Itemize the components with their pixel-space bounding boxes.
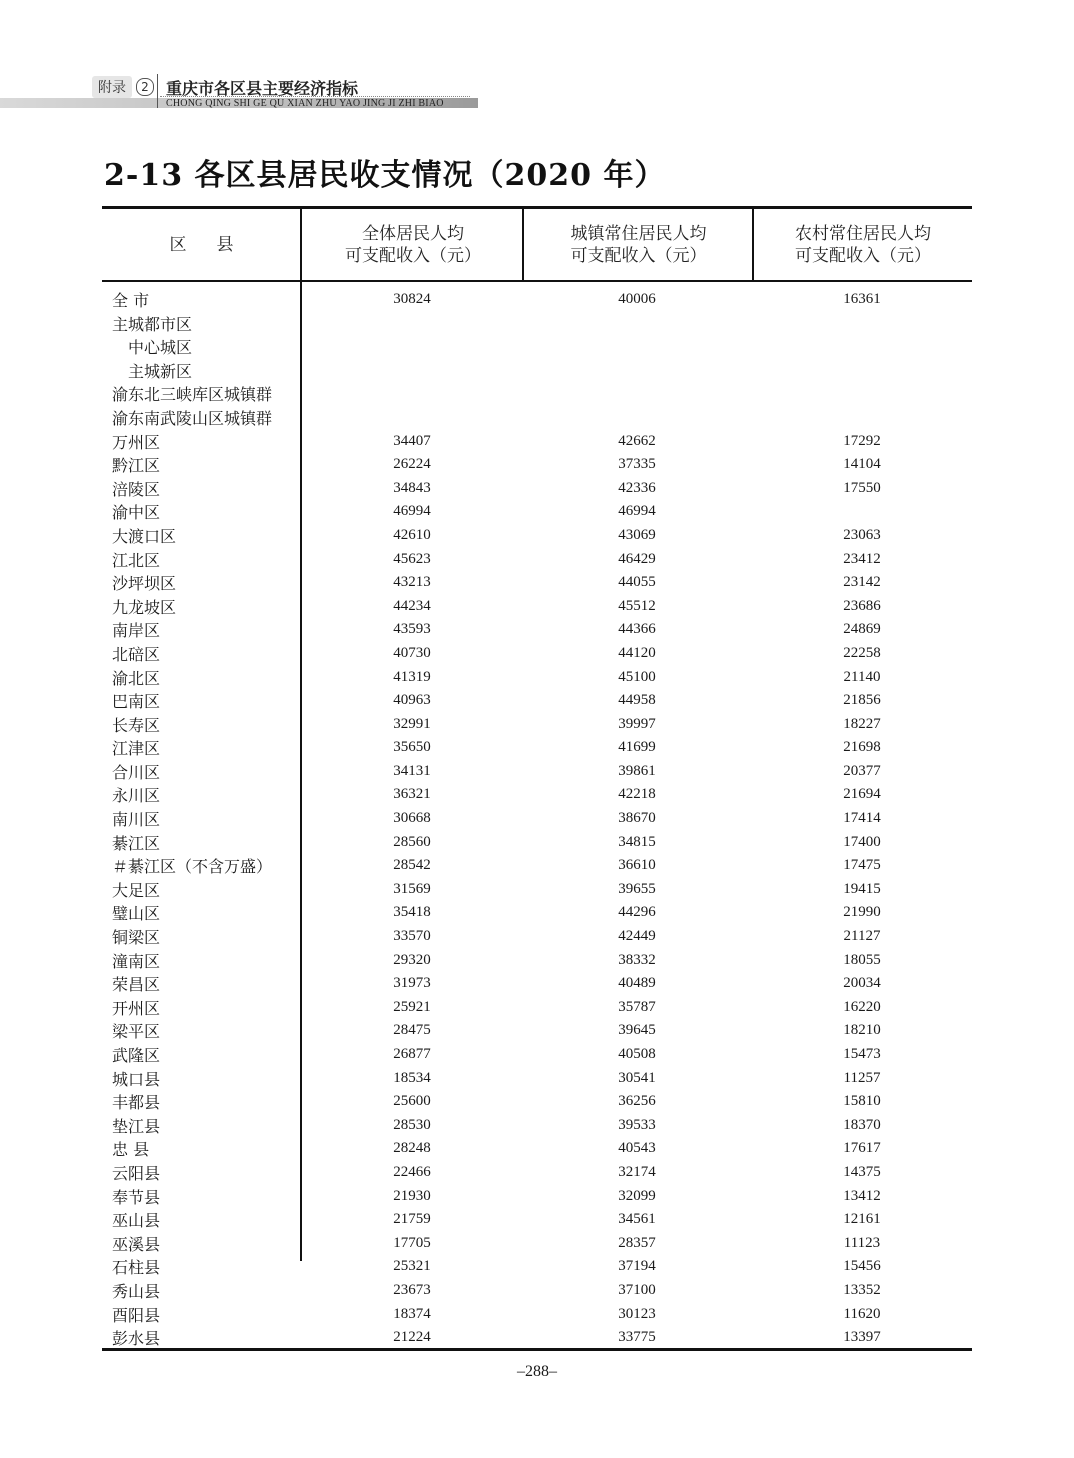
header-all-line2: 可支配收入（元） <box>345 245 481 266</box>
rural-residents-income: 21140 <box>843 668 881 685</box>
all-residents-income: 34843 <box>393 479 431 496</box>
rural-residents-income: 18210 <box>843 1022 881 1039</box>
rural-residents-income: 14104 <box>843 456 881 473</box>
rural-residents-income: 17292 <box>843 432 881 449</box>
header-separator <box>157 74 158 108</box>
urban-residents-income: 36256 <box>618 1093 656 1110</box>
table-row <box>102 1281 972 1305</box>
table-row <box>102 479 972 503</box>
table-row <box>102 856 972 880</box>
urban-residents-income: 32099 <box>618 1187 656 1204</box>
urban-residents-income: 45512 <box>618 597 656 614</box>
all-residents-income: 43593 <box>393 621 431 638</box>
rural-residents-income: 21856 <box>843 692 881 709</box>
all-residents-income: 28542 <box>393 857 431 874</box>
header-all-residents <box>303 209 523 280</box>
all-residents-income: 21759 <box>393 1211 431 1228</box>
region-name: 开州区 <box>112 998 161 1018</box>
rural-residents-income: 17617 <box>843 1140 881 1157</box>
urban-residents-income: 45100 <box>618 668 656 685</box>
rural-residents-income: 17400 <box>843 833 881 850</box>
appendix-label: 附录 <box>92 76 132 98</box>
all-residents-income: 28530 <box>393 1116 431 1133</box>
table-row <box>102 620 972 644</box>
region-name: 武隆区 <box>112 1046 161 1065</box>
region-name: 主城都市区 <box>112 314 193 334</box>
table-row <box>102 668 972 692</box>
rural-residents-income: 12161 <box>843 1211 881 1228</box>
all-residents-income: 43213 <box>393 574 431 591</box>
rural-residents-income: 17475 <box>843 857 881 874</box>
all-residents-income: 40730 <box>393 644 431 661</box>
urban-residents-income: 39645 <box>618 1022 656 1039</box>
header-rural-line1: 农村常住居民人均 <box>795 223 931 244</box>
region-name: 忠 县 <box>112 1140 150 1160</box>
rural-residents-income: 19415 <box>843 880 881 897</box>
table-row <box>102 432 972 456</box>
table-header-rule <box>102 280 972 282</box>
rural-residents-income: 15810 <box>843 1093 881 1110</box>
table-row <box>102 809 972 833</box>
table-row <box>102 644 972 668</box>
region-name: 北碚区 <box>112 644 161 664</box>
table-row <box>102 550 972 574</box>
region-name: 永川区 <box>112 786 161 806</box>
rural-residents-income: 23686 <box>843 597 881 614</box>
all-residents-income: 33570 <box>393 928 431 945</box>
region-name: 渝东北三峡库区城镇群 <box>112 385 273 405</box>
table-row <box>102 1092 972 1116</box>
urban-residents-income: 40489 <box>618 975 656 992</box>
header-all-line1: 全体居民人均 <box>362 223 464 244</box>
rural-residents-income: 17550 <box>843 479 881 496</box>
all-residents-income: 26224 <box>393 456 431 473</box>
table-row <box>102 1116 972 1140</box>
all-residents-income: 28560 <box>393 833 431 850</box>
region-name: 璧山区 <box>112 904 161 924</box>
region-name: ＃綦江区（不含万盛） <box>112 857 273 877</box>
urban-residents-income: 36610 <box>618 857 656 874</box>
table-row <box>102 361 972 385</box>
region-name: 荣昌区 <box>112 975 161 995</box>
rural-residents-income: 20377 <box>843 762 881 779</box>
rural-residents-income: 11620 <box>843 1305 881 1322</box>
all-residents-income: 25921 <box>393 998 431 1015</box>
all-residents-income: 18534 <box>393 1069 431 1086</box>
all-residents-income: 32991 <box>393 715 431 732</box>
rural-residents-income: 23063 <box>843 526 881 543</box>
all-residents-income: 17705 <box>393 1234 431 1251</box>
table-row <box>102 691 972 715</box>
rural-residents-income: 18227 <box>843 715 881 732</box>
region-name: 石柱县 <box>112 1258 161 1278</box>
urban-residents-income: 44055 <box>618 574 656 591</box>
urban-residents-income: 38670 <box>618 810 656 827</box>
all-residents-income: 23673 <box>393 1281 431 1298</box>
appendix-number: 2 <box>136 78 154 96</box>
all-residents-income: 30668 <box>393 810 431 827</box>
region-name: 合川区 <box>112 762 161 782</box>
table-row <box>102 880 972 904</box>
all-residents-income: 36321 <box>393 786 431 803</box>
table-row <box>102 573 972 597</box>
region-name: 渝中区 <box>112 503 161 523</box>
all-residents-income: 46994 <box>393 503 431 520</box>
all-residents-income: 34131 <box>393 762 431 779</box>
rural-residents-income: 17414 <box>843 810 881 827</box>
region-name: 铜梁区 <box>112 928 161 948</box>
rural-residents-income: 23412 <box>843 550 881 567</box>
rural-residents-income: 11257 <box>843 1069 881 1086</box>
rural-residents-income: 18370 <box>843 1116 881 1133</box>
table-row <box>102 1187 972 1211</box>
region-name: 南川区 <box>112 810 161 830</box>
all-residents-income: 29320 <box>393 951 431 968</box>
all-residents-income: 25321 <box>393 1258 431 1275</box>
appendix-tag <box>92 76 154 98</box>
table-row <box>102 998 972 1022</box>
region-name: 垫江县 <box>112 1116 161 1136</box>
urban-residents-income: 42218 <box>618 786 656 803</box>
rural-residents-income: 16361 <box>843 291 881 307</box>
table-row <box>102 1234 972 1258</box>
table-row <box>102 290 972 314</box>
rural-residents-income: 21127 <box>843 928 881 945</box>
urban-residents-income: 30541 <box>618 1069 656 1086</box>
region-name: 丰都县 <box>112 1093 161 1113</box>
table-row <box>102 455 972 479</box>
region-name: 江北区 <box>112 550 161 570</box>
table-row <box>102 974 972 998</box>
header-urban-line1: 城镇常住居民人均 <box>570 223 707 244</box>
rural-residents-income: 14375 <box>843 1163 881 1180</box>
rural-residents-income: 21698 <box>843 739 881 756</box>
region-name: 梁平区 <box>112 1022 161 1042</box>
table-row <box>102 526 972 550</box>
rural-residents-income: 18055 <box>843 951 881 968</box>
all-residents-income: 40963 <box>393 692 431 709</box>
header-urban-line2: 可支配收入（元） <box>570 245 707 266</box>
rural-residents-income: 23142 <box>843 574 881 591</box>
region-name: 巫溪县 <box>112 1234 161 1254</box>
region-name: 巴南区 <box>112 692 161 712</box>
region-name: 南岸区 <box>112 621 161 641</box>
urban-residents-income: 28357 <box>618 1234 656 1251</box>
running-header-subtitle: CHONG QING SHI GE QU XIAN ZHU YAO JING JI ZHI BIAO <box>166 98 444 109</box>
rural-residents-income: 21694 <box>843 786 881 803</box>
urban-residents-income: 46429 <box>618 550 656 567</box>
region-name: 中心城区 <box>128 338 193 358</box>
all-residents-income: 45623 <box>393 550 431 567</box>
urban-residents-income: 37100 <box>618 1281 656 1298</box>
header-rural-residents <box>754 209 972 280</box>
header-urban-residents <box>523 209 754 280</box>
region-name: 全 市 <box>112 291 150 310</box>
all-residents-income: 31569 <box>393 880 431 897</box>
all-residents-income: 42610 <box>393 526 431 543</box>
region-name: 九龙坡区 <box>112 597 177 617</box>
table-row <box>102 1257 972 1281</box>
table-row <box>102 1305 972 1329</box>
table-row <box>102 1139 972 1163</box>
rural-residents-income: 13352 <box>843 1281 881 1298</box>
rural-residents-income: 15456 <box>843 1258 881 1275</box>
all-residents-income: 25600 <box>393 1093 431 1110</box>
table-header <box>102 209 972 280</box>
table-row <box>102 384 972 408</box>
rural-residents-income: 16220 <box>843 998 881 1015</box>
all-residents-income: 31973 <box>393 975 431 992</box>
page-title: 2-13 各区县居民收支情况（2020 年） <box>104 158 666 193</box>
region-name: 城口县 <box>112 1069 161 1089</box>
all-residents-income: 28248 <box>393 1140 431 1157</box>
urban-residents-income: 34815 <box>618 833 656 850</box>
all-residents-income: 21930 <box>393 1187 431 1204</box>
table-row <box>102 1163 972 1187</box>
urban-residents-income: 41699 <box>618 739 656 756</box>
table-row <box>102 314 972 338</box>
region-name: 云阳县 <box>112 1163 161 1183</box>
region-name: 綦江区 <box>112 833 161 853</box>
urban-residents-income: 42449 <box>618 928 656 945</box>
rural-residents-income: 11123 <box>843 1234 881 1251</box>
urban-residents-income: 44366 <box>618 621 656 638</box>
all-residents-income: 21224 <box>393 1329 431 1346</box>
region-name: 大足区 <box>112 880 161 900</box>
urban-residents-income: 43069 <box>618 526 656 543</box>
running-header-title: 重庆市各区县主要经济指标 <box>166 79 359 98</box>
urban-residents-income: 42662 <box>618 432 656 449</box>
rural-residents-income: 13397 <box>843 1329 881 1346</box>
header-rural-line2: 可支配收入（元） <box>795 245 931 266</box>
rural-residents-income: 20034 <box>843 975 881 992</box>
urban-residents-income: 44958 <box>618 692 656 709</box>
table-row <box>102 903 972 927</box>
all-residents-income: 35418 <box>393 904 431 921</box>
region-name: 黔江区 <box>112 456 161 476</box>
page-number: –288– <box>517 1363 557 1380</box>
region-name: 大渡口区 <box>112 526 177 546</box>
all-residents-income: 28475 <box>393 1022 431 1039</box>
table-row <box>102 951 972 975</box>
region-name: 长寿区 <box>112 715 161 735</box>
urban-residents-income: 46994 <box>618 503 656 520</box>
table-row <box>102 715 972 739</box>
table-row <box>102 833 972 857</box>
region-name: 酉阳县 <box>112 1305 161 1325</box>
header-region-label: 区县 <box>169 234 264 255</box>
region-name: 涪陵区 <box>112 479 161 499</box>
region-name: 彭水县 <box>112 1329 161 1349</box>
urban-residents-income: 39655 <box>618 880 656 897</box>
urban-residents-income: 32174 <box>618 1163 656 1180</box>
urban-residents-income: 37335 <box>618 456 656 473</box>
region-name: 主城新区 <box>128 361 193 381</box>
table-row <box>102 738 972 762</box>
urban-residents-income: 30123 <box>618 1305 656 1322</box>
rural-residents-income: 22258 <box>843 644 881 661</box>
table-row <box>102 1021 972 1045</box>
all-residents-income: 22466 <box>393 1163 431 1180</box>
table-row <box>102 1210 972 1234</box>
region-name: 巫山县 <box>112 1211 161 1231</box>
rural-residents-income: 15473 <box>843 1046 881 1062</box>
all-residents-income: 35650 <box>393 739 431 756</box>
urban-residents-income: 44296 <box>618 904 656 921</box>
all-residents-income: 41319 <box>393 668 431 685</box>
table-bottom-rule <box>102 1348 972 1351</box>
region-name: 沙坪坝区 <box>112 574 177 594</box>
region-name: 潼南区 <box>112 951 161 971</box>
urban-residents-income: 38332 <box>618 951 656 968</box>
urban-residents-income: 35787 <box>618 998 656 1015</box>
all-residents-income: 26877 <box>393 1046 431 1062</box>
urban-residents-income: 40543 <box>618 1140 656 1157</box>
urban-residents-income: 37194 <box>618 1258 656 1275</box>
table-row <box>102 762 972 786</box>
rural-residents-income: 24869 <box>843 621 881 638</box>
all-residents-income: 18374 <box>393 1305 431 1322</box>
all-residents-income: 30824 <box>393 291 431 307</box>
urban-residents-income: 34561 <box>618 1211 656 1228</box>
all-residents-income: 34407 <box>393 432 431 449</box>
urban-residents-income: 40508 <box>618 1046 656 1062</box>
urban-residents-income: 44120 <box>618 644 656 661</box>
table-row <box>102 1045 972 1069</box>
table-body <box>102 290 972 1352</box>
table-row <box>102 1069 972 1093</box>
region-name: 万州区 <box>112 432 161 452</box>
header-region <box>102 209 301 280</box>
rural-residents-income: 13412 <box>843 1187 881 1204</box>
region-name: 秀山县 <box>112 1281 161 1301</box>
region-name: 渝北区 <box>112 668 161 688</box>
region-name: 奉节县 <box>112 1187 161 1207</box>
table-row <box>102 502 972 526</box>
table-row <box>102 927 972 951</box>
header-dotted-rule <box>160 96 470 97</box>
table-row <box>102 408 972 432</box>
urban-residents-income: 39861 <box>618 762 656 779</box>
urban-residents-income: 42336 <box>618 479 656 496</box>
rural-residents-income: 21990 <box>843 904 881 921</box>
urban-residents-income: 39997 <box>618 715 656 732</box>
urban-residents-income: 40006 <box>618 291 656 307</box>
urban-residents-income: 33775 <box>618 1329 656 1346</box>
urban-residents-income: 39533 <box>618 1116 656 1133</box>
table-row <box>102 785 972 809</box>
table-row <box>102 597 972 621</box>
table-row <box>102 337 972 361</box>
region-name: 江津区 <box>112 739 161 759</box>
region-name: 渝东南武陵山区城镇群 <box>112 408 273 428</box>
all-residents-income: 44234 <box>393 597 431 614</box>
